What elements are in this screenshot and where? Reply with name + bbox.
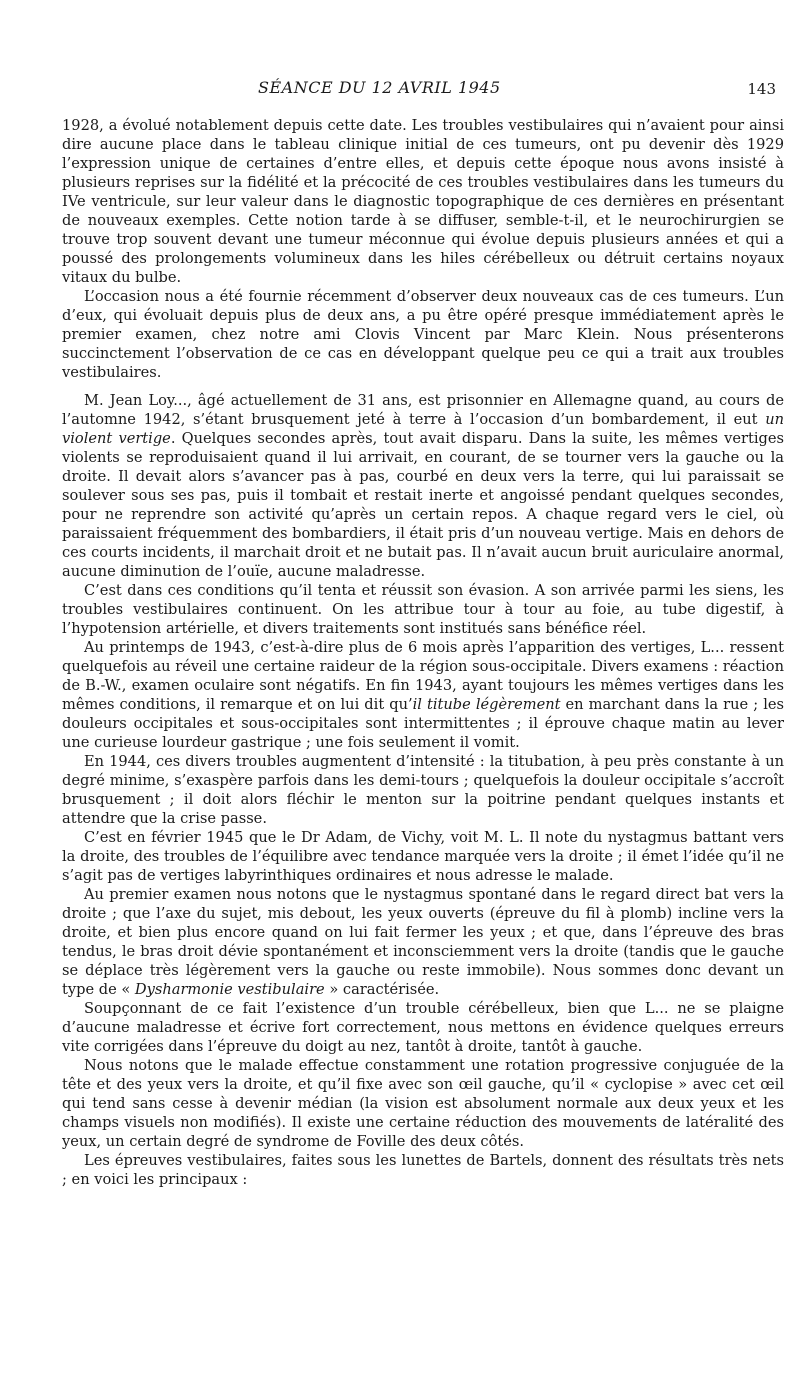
paragraph-first-exam: Au premier examen nous notons que le nystagmus spontané dans le regard direct bat vers la droite ; que l’axe du sujet, mis debout, les yeux ouverts (épreuve du fil à plomb) incline vers la droite, et bien plus encore quand on lui fait fermer les yeux ; et que, dans l’épreuve des bras tendus, le bras droit dévie spontanément et inconsciemment vers la droite (tandis que le gauche se déplace très légèrement vers la gauche ou reste immobile). Nous sommes donc devant un type de « Dysharmonie vestibulaire » caractérisée. bbox=[62, 886, 784, 998]
paragraph-occasion: L’occasion nous a été fournie récemment d’observer deux nouveaux cas de ces tumeurs. L’un d’eux, qui évoluait depuis plus de deux ans, a pu être opéré presque immédiatement après le premier examen, chez notre ami Clovis Vincent par Marc Klein. Nous présenterons succinctement l’observation de ce cas en développant quelque peu ce qui a trait aux troubles vestibulaires. bbox=[62, 288, 784, 381]
page-number: 143 bbox=[747, 80, 776, 98]
document-page bbox=[62, 78, 784, 1189]
running-head-title: SÉANCE DU 12 AVRIL 1945 bbox=[258, 78, 501, 97]
paragraph-vestibular-tests: Les épreuves vestibulaires, faites sous les lunettes de Bartels, donnent des résultats très nets ; en voici les principaux : bbox=[62, 1152, 784, 1188]
emphasis-text: il titube légèrement bbox=[412, 696, 561, 713]
emphasis-text: Dysharmonie vestibulaire bbox=[134, 981, 325, 998]
paragraph-cerebellar: Soupçonnant de ce fait l’existence d’un trouble cérébelleux, bien que L... ne se plaigne d’aucune maladresse et écrive fort correctement, nous mettons en évidence quelques erreurs vite corrigées dans l’épreuve du doigt au nez, tantôt à droite, tantôt à gauche. bbox=[62, 1000, 784, 1055]
emphasis-text: un violent vertige bbox=[62, 411, 784, 447]
paragraph-evasion: C’est dans ces conditions qu’il tenta et réussit son évasion. A son arrivée parmi les siens, les troubles vestibulaires continuent. On les attribue tour à tour au foie, au tube digestif, à l’hypotension artérielle, et divers traitements sont institués sans bénéfice réel. bbox=[62, 582, 784, 637]
paragraph-rotation: Nous notons que le malade effectue constamment une rotation progressive conjuguée de la tête et des yeux vers la droite, et qu’il fixe avec son œil gauche, qu’il « cyclopise » avec cet œil qui tend sans cesse à devenir médian (la vision est absolument normale aux deux yeux et les champs visuels non modifiés). Il existe une certaine réduction des mouvements de latéralité des yeux, un certain degré de syndrome de Foville des deux côtés. bbox=[62, 1057, 784, 1150]
paragraph-continued: 1928, a évolué notablement depuis cette date. Les troubles vestibulaires qui n’avaient pour ainsi dire aucune place dans le tableau clinique initial de ces tumeurs, ont pu devenir dès 1929 l’expression unique de certaines d’entre elles, et depuis cette époque nous avons insisté à plusieurs reprises sur la fidélité et la précocité de ces troubles vestibulaires dans les tumeurs du IVe ventricule, sur leur valeur dans le diagnostic topographique de ces dernières en présentant de nouveaux exemples. Cette notion tarde à se diffuser, semble-t-il, et le neurochirurgien se trouve trop souvent devant une tumeur méconnue qui évolue depuis plusieurs années et qui a poussé des prolongements volumineux dans les hiles cérébelleux ou détruit certains noyaux vitaux du bulbe. bbox=[62, 117, 784, 286]
paragraph-spring-1943: Au printemps de 1943, c’est-à-dire plus de 6 mois après l’apparition des vertiges, L... ressent quelquefois au réveil une certaine raideur de la région sous-occipitale. Divers examens : réaction de B.-W., examen oculaire sont négatifs. En fin 1943, ayant toujours les mêmes vertiges dans les mêmes conditions, il remarque et on lui dit qu’il titube légèrement en marchant dans la rue ; les douleurs occipitales et sous-occipitales sont intermittentes ; il éprouve chaque matin au lever une curieuse lourdeur gastrique ; une fois seulement il vomit. bbox=[62, 639, 784, 751]
running-head bbox=[62, 78, 784, 104]
paragraph-1944: En 1944, ces divers troubles augmentent d’intensité : la titubation, à peu près constante à un degré minime, s’exaspère parfois dans les demi-tours ; quelquefois la douleur occipitale s’accroît brusquement ; il doit alors fléchir le menton sur la poitrine pendant quelques instants et attendre que la crise passe. bbox=[62, 753, 784, 827]
paragraph-february-1945: C’est en février 1945 que le Dr Adam, de Vichy, voit M. L. Il note du nystagmus battant vers la droite, des troubles de l’équilibre avec tendance marquée vers la droite ; il émet l’idée qu’il ne s’agit pas de vertiges labyrinthiques ordinaires et nous adresse le malade. bbox=[62, 829, 784, 884]
paragraph-case-history: M. Jean Loy..., âgé actuellement de 31 ans, est prisonnier en Allemagne quand, au cours de l’automne 1942, s’étant brusquement jeté à terre à l’occasion d’un bombardement, il eut un violent vertige. Quelques secondes après, tout avait disparu. Dans la suite, les mêmes vertiges violents se reproduisaient quand il lui arrivait, en courant, de se tourner vers la gauche ou la droite. Il devait alors s’avancer pas à pas, courbé en deux vers la terre, qui lui paraissait se soulever sous ses pas, puis il tombait et restait inerte et angoissé pendant quelques secondes, pour ne reprendre son activité qu’après un certain repos. A chaque regard vers le ciel, où paraissaient fréquemment des bombardiers, il était pris d’un nouveau vertige. Mais en dehors de ces courts incidents, il marchait droit et ne butait pas. Il n’avait aucun bruit auriculaire anormal, aucune diminution de l’ouïe, aucune maladresse. bbox=[62, 392, 784, 580]
